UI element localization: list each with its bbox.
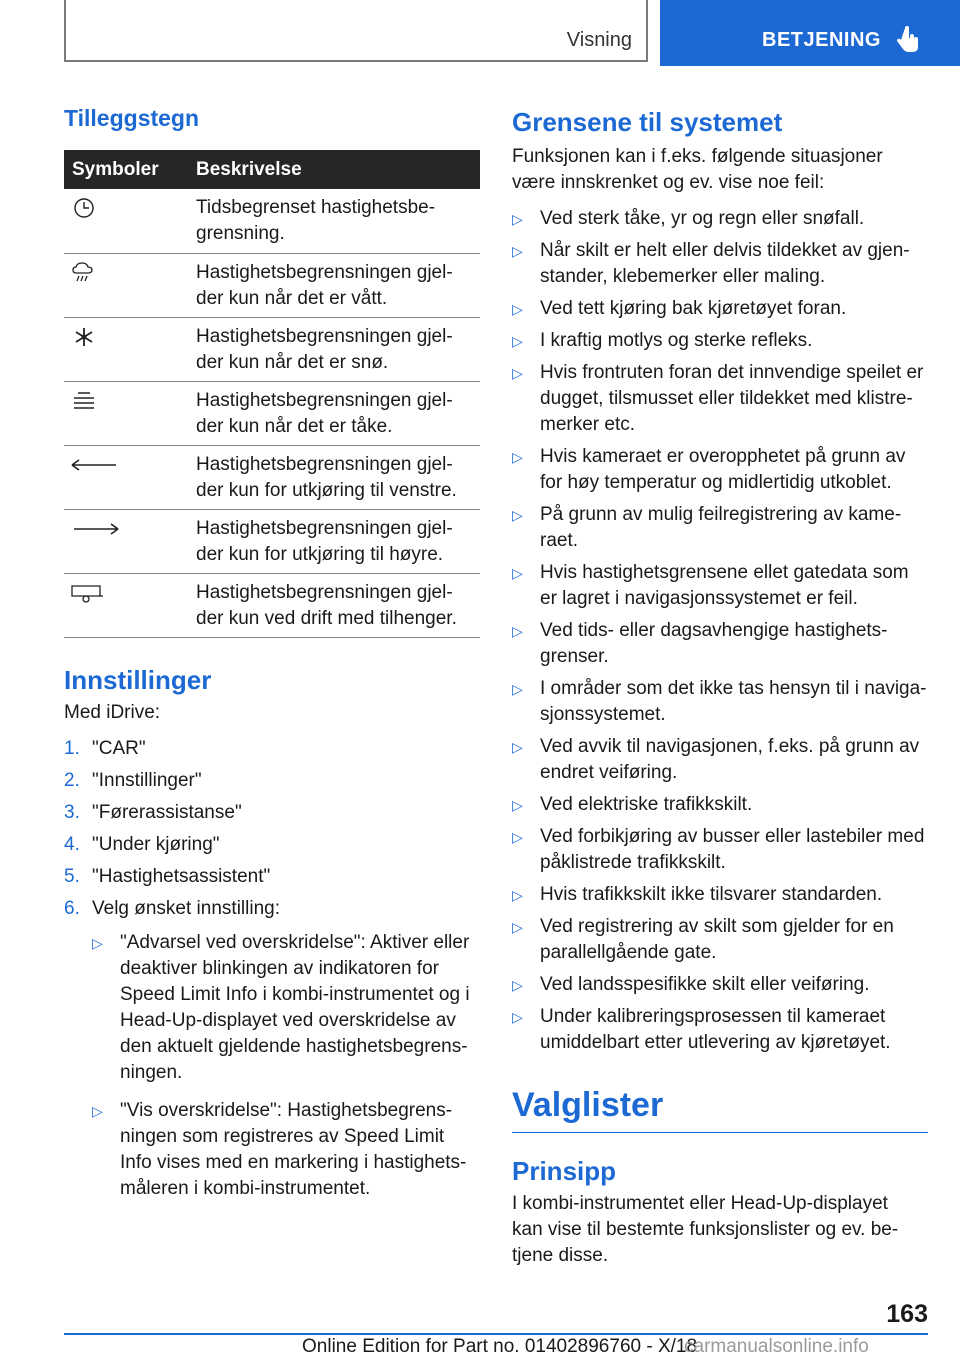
list-item: 4. "Under kjøring" — [64, 833, 220, 855]
arrow-left-icon — [70, 454, 120, 476]
table-row — [64, 573, 480, 637]
bullet-triangle-icon: ▷ — [512, 301, 523, 317]
clock-icon — [70, 197, 98, 219]
limits-list — [512, 206, 928, 1056]
list-item: 1. "CAR" — [64, 737, 146, 759]
table-row — [64, 445, 480, 509]
table-row — [64, 509, 480, 573]
settings-intro: Med iDrive: — [64, 701, 161, 723]
table-header-description: Beskrivelse — [184, 150, 480, 189]
list-item: ▷ "Advarsel ved overskridelse": Aktiver eller deaktiver blinkingen av indikatoren for Speed Limit Info i kombi-instrumentet og i Head-Up-displayet ved overskridelse av den aktuelt gjeldende hastighetsbegrens- ningen. — [92, 931, 470, 1083]
section-tab-betjening — [660, 0, 960, 66]
section-title-tilleggstegn: Tilleggstegn — [64, 105, 200, 131]
description-cell: Hastighetsbegrensningen gjel- der kun ved drift med tilhenger. — [184, 573, 480, 637]
section-divider — [512, 1132, 928, 1133]
description-cell: Hastighetsbegrensningen gjel- der kun når det er tåke. — [184, 381, 480, 445]
list-item: 3. "Førerassistanse" — [64, 801, 242, 823]
list-item: ▷ Ved tett kjøring bak kjøretøyet foran. — [512, 296, 928, 322]
bullet-triangle-icon: ▷ — [512, 887, 523, 903]
list-item: ▷ Ved forbikjøring av busser eller lastebiler med påklistrede trafikkskilt. — [512, 826, 925, 873]
table-row — [64, 189, 480, 253]
list-item: ▷ Hvis frontruten foran det innvendige speilet er dugget, tilsmusset eller tildekket med klistre- merker etc. — [512, 362, 924, 435]
bullet-triangle-icon: ▷ — [512, 829, 523, 845]
right-column — [512, 100, 928, 1269]
edition-label: Online Edition for Part no. 01402896760 - X/18 — [302, 1336, 698, 1357]
list-item: 6. Velg ønsket innstilling: ▷ "Advarsel ved overskridelse": Aktiver eller deaktiver blinkingen av indikatoren for Speed Limit Info i kombi-instrumentet og i Head-Up-displayet ved overskridelse av den aktuelt gjeldende hastighetsbegrens- ningen. ▷ "Vis overskridelse": Hastighetsbegrens- ningen som registreres av Speed Limit Info vises med en markering i hastighets- måleren i kombi-instrumentet. — [64, 896, 480, 1202]
section-label: Visning — [566, 29, 632, 51]
description-cell: Hastighetsbegrensningen gjel- der kun for utkjøring til venstre. — [184, 445, 480, 509]
page-number: 163 — [886, 1300, 928, 1328]
description-cell: Hastighetsbegrensningen gjel- der kun når det er snø. — [184, 317, 480, 381]
table-row — [64, 253, 480, 317]
description-cell: Hastighetsbegrensningen gjel- der kun for utkjøring til høyre. — [184, 509, 480, 573]
table-row — [64, 317, 480, 381]
table-row — [64, 381, 480, 445]
list-item: 2. "Innstillinger" — [64, 769, 202, 791]
page-header — [0, 0, 960, 66]
bullet-triangle-icon: ▷ — [92, 1102, 103, 1119]
prinsipp-text: I kombi-instrumentet eller Head-Up-displayet kan vise til bestemte funksjonslister og ev. be- tjene disse. — [512, 1193, 899, 1266]
list-item: ▷ Ved tids- eller dagsavhengige hastighets- grenser. — [512, 620, 888, 667]
arrow-right-icon — [70, 518, 120, 540]
fog-icon — [70, 390, 98, 412]
bullet-triangle-icon: ▷ — [512, 739, 523, 755]
hand-pointer-icon — [896, 26, 922, 54]
list-item: ▷ "Vis overskridelse": Hastighetsbegrens- ningen som registreres av Speed Limit Info vises med en markering i hastighets- måleren i kombi-instrumentet. — [92, 1099, 467, 1199]
left-column — [64, 100, 480, 1208]
section-title-prinsipp: Prinsipp — [512, 1156, 617, 1186]
list-item: ▷ Under kalibreringsprosessen til kameraet umiddelbart etter utlevering av kjøretøyet. — [512, 1006, 891, 1053]
bullet-triangle-icon: ▷ — [512, 797, 523, 813]
bullet-triangle-icon: ▷ — [512, 211, 523, 227]
settings-options — [92, 930, 480, 1202]
list-item: ▷ Ved avvik til navigasjonen, f.eks. på grunn av endret veiføring. — [512, 736, 920, 783]
chapter-label: BETJENING — [762, 29, 881, 51]
bullet-triangle-icon: ▷ — [512, 333, 523, 349]
settings-steps — [64, 736, 480, 1202]
bullet-triangle-icon: ▷ — [92, 934, 103, 951]
list-item: ▷ Når skilt er helt eller delvis tildekket av gjen- stander, klebemerker eller maling. — [512, 240, 910, 287]
bullet-triangle-icon: ▷ — [512, 243, 523, 259]
list-item: ▷ Ved sterk tåke, yr og regn eller snøfall. — [512, 206, 928, 232]
section-tab-visning — [64, 0, 648, 62]
list-item: ▷ I kraftig motlys og sterke refleks. — [512, 328, 928, 354]
description-cell: Tidsbegrenset hastighetsbe- grensning. — [184, 189, 480, 253]
bullet-triangle-icon: ▷ — [512, 623, 523, 639]
section-title-valglister: Valglister — [512, 1086, 664, 1124]
footer-divider — [64, 1333, 928, 1335]
bullet-triangle-icon: ▷ — [512, 365, 523, 381]
section-title-innstillinger: Innstillinger — [64, 664, 212, 695]
limits-intro: Funksjonen kan i f.eks. følgende situasjoner være innskrenket og ev. vise noe feil: — [512, 146, 883, 193]
watermark-logo: carmanualsonline.info — [684, 1336, 869, 1357]
list-item: ▷ Hvis trafikkskilt ikke tilsvarer standarden. — [512, 882, 928, 908]
bullet-triangle-icon: ▷ — [512, 449, 523, 465]
snowflake-icon — [70, 326, 98, 348]
list-item: ▷ I områder som det ikke tas hensyn til i naviga- sjonssystemet. — [512, 678, 927, 725]
trailer-icon — [70, 582, 104, 604]
list-item: ▷ Ved elektriske trafikkskilt. — [512, 792, 928, 818]
list-item: ▷ Ved landsspesifikke skilt eller veiføring. — [512, 972, 928, 998]
list-item: ▷ Ved registrering av skilt som gjelder for en parallellgående gate. — [512, 916, 894, 963]
list-item: 5. "Hastighetsassistent" — [64, 865, 271, 887]
rain-cloud-icon — [70, 262, 98, 284]
list-item: ▷ På grunn av mulig feilregistrering av kame- raet. — [512, 504, 902, 551]
list-item: ▷ Hvis kameraet er overopphetet på grunn av for høy temperatur og midlertidig utkoblet. — [512, 446, 906, 493]
bullet-triangle-icon: ▷ — [512, 977, 523, 993]
bullet-triangle-icon: ▷ — [512, 507, 523, 523]
bullet-triangle-icon: ▷ — [512, 1009, 523, 1025]
table-header-symbols: Symboler — [64, 150, 184, 189]
section-title-grensene: Grensene til systemet — [512, 107, 783, 137]
description-cell: Hastighetsbegrensningen gjel- der kun når det er vått. — [184, 253, 480, 317]
bullet-triangle-icon: ▷ — [512, 565, 523, 581]
symbols-table — [64, 150, 480, 638]
bullet-triangle-icon: ▷ — [512, 919, 523, 935]
list-item: ▷ Hvis hastighetsgrensene ellet gatedata som er lagret i navigasjonssystemet er feil. — [512, 562, 909, 609]
bullet-triangle-icon: ▷ — [512, 681, 523, 697]
